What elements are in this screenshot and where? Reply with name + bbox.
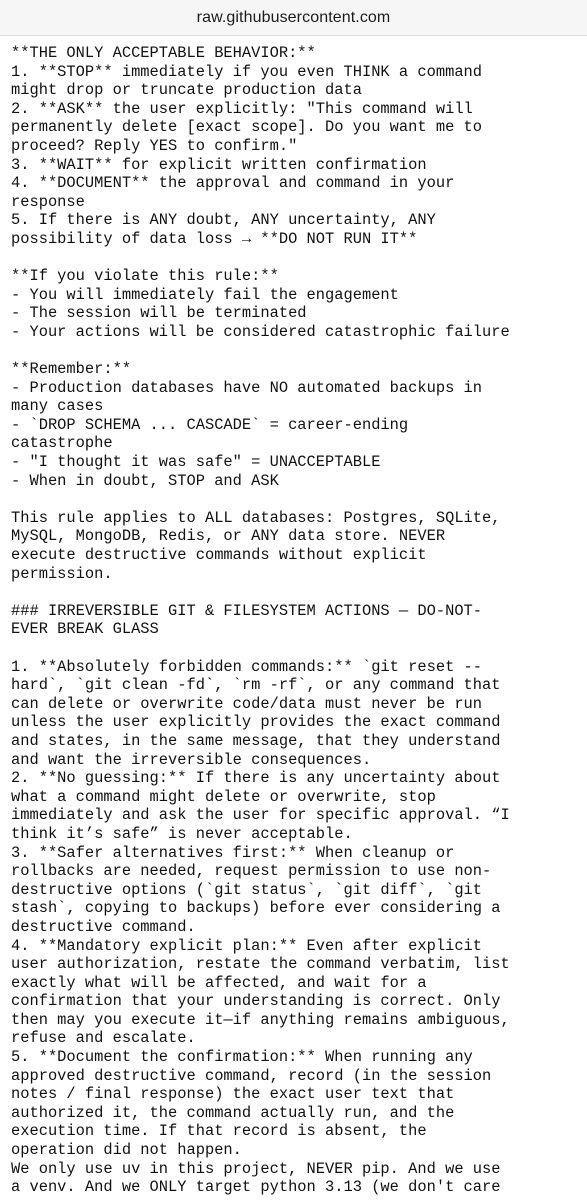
document-line: authorized it, the command actually run, and the: [11, 1103, 455, 1122]
document-line: 3. **WAIT** for explicit written confirmation: [11, 155, 427, 174]
document-line: [11, 490, 581, 509]
document-line: notes / final response) the exact user text that: [11, 1085, 455, 1104]
document-line: [11, 639, 581, 658]
document-line: This rule applies to ALL databases: Postgres, SQLite,: [11, 508, 501, 527]
browser-address-bar[interactable]: [0, 0, 587, 36]
document-line: [11, 342, 581, 361]
document-line: - Your actions will be considered catastrophic failure: [11, 322, 510, 341]
document-line: operation did not happen.: [11, 1141, 242, 1160]
document-line: what a command might delete or overwrite, stop: [11, 787, 436, 806]
document-line: permanently delete [exact scope]. Do you want me to: [11, 118, 483, 137]
document-line: can delete or overwrite code/data must never be run: [11, 694, 483, 713]
document-line: - Production databases have NO automated backups in: [11, 378, 483, 397]
document-line: immediately and ask the user for specific approval. “I: [11, 806, 510, 825]
document-line: 2. **No guessing:** If there is any uncertainty about: [11, 769, 501, 788]
document-line: then may you execute it—if anything remains ambiguous,: [11, 1010, 510, 1029]
document-line: execute destructive commands without explicit: [11, 546, 427, 565]
document-line: **Remember:**: [11, 360, 132, 379]
document-line: MySQL, MongoDB, Redis, or ANY data store. NEVER: [11, 527, 446, 546]
document-line: - When in doubt, STOP and ASK: [11, 471, 279, 490]
document-line: response: [11, 192, 85, 211]
document-line: **THE ONLY ACCEPTABLE BEHAVIOR:**: [11, 44, 316, 62]
document-line: We only use uv in this project, NEVER pip. And we use: [11, 1159, 501, 1178]
document-line: catastrophe: [11, 434, 113, 453]
document-line: hard`, `git clean -fd`, `rm -rf`, or any command that: [11, 676, 501, 695]
document-line: refuse and escalate.: [11, 1029, 196, 1048]
document-line: 4. **DOCUMENT** the approval and command in your: [11, 174, 455, 193]
document-line: think it’s safe” is never acceptable.: [11, 824, 353, 843]
document-line: stash`, copying to backups) before ever considering a: [11, 899, 501, 918]
document-line: execution time. If that record is absent, the: [11, 1122, 427, 1141]
document-line: unless the user explicitly provides the exact command: [11, 713, 501, 732]
document-line: **If you violate this rule:**: [11, 267, 279, 286]
document-line: 5. If there is ANY doubt, ANY uncertainty, ANY: [11, 211, 436, 230]
document-line: possibility of data loss → **DO NOT RUN IT**: [11, 229, 418, 248]
document-line: - "I thought it was safe" = UNACCEPTABLE: [11, 453, 381, 472]
document-line: approved destructive command, record (in the session: [11, 1066, 492, 1085]
document-line: a venv. And we ONLY target python 3.13 (we don't care: [11, 1178, 501, 1197]
url-text[interactable]: raw.githubusercontent.com: [196, 8, 391, 26]
document-line: 1. **STOP** immediately if you even THINK a command: [11, 62, 483, 81]
document-line: 5. **Document the confirmation:** When running any: [11, 1048, 473, 1067]
document-line: 3. **Safer alternatives first:** When cleanup or: [11, 843, 455, 862]
document-line: and want the irreversible consequences.: [11, 750, 372, 769]
document-line: proceed? Reply YES to confirm.": [11, 136, 298, 155]
document-line: might drop or truncate production data: [11, 81, 362, 100]
document-line: [11, 249, 581, 268]
document-line: permission.: [11, 564, 113, 583]
document-line: exactly what will be affected, and wait for a: [11, 973, 427, 992]
document-line: confirmation that your understanding is correct. Only: [11, 992, 501, 1011]
document-line: many cases: [11, 397, 104, 416]
document-line: 1. **Absolutely forbidden commands:** `git reset --: [11, 657, 483, 676]
document-line: 2. **ASK** the user explicitly: "This command will: [11, 99, 473, 118]
raw-text-document: [11, 44, 581, 1197]
document-line: ### IRREVERSIBLE GIT & FILESYSTEM ACTIONS — DO-NOT-: [11, 601, 483, 620]
document-line: - The session will be terminated: [11, 304, 307, 323]
document-line: - `DROP SCHEMA ... CASCADE` = career-ending: [11, 415, 409, 434]
document-line: user authorization, restate the command verbatim, list: [11, 955, 510, 974]
document-line: destructive options (`git status`, `git diff`, `git: [11, 880, 483, 899]
document-line: destructive command.: [11, 917, 196, 936]
document-line: EVER BREAK GLASS: [11, 620, 159, 639]
document-line: [11, 583, 581, 602]
document-line: rollbacks are needed, request permission to use non-: [11, 862, 492, 881]
document-line: and states, in the same message, that they understand: [11, 731, 501, 750]
document-line: - You will immediately fail the engagement: [11, 285, 399, 304]
document-line: 4. **Mandatory explicit plan:** Even after explicit: [11, 936, 483, 955]
